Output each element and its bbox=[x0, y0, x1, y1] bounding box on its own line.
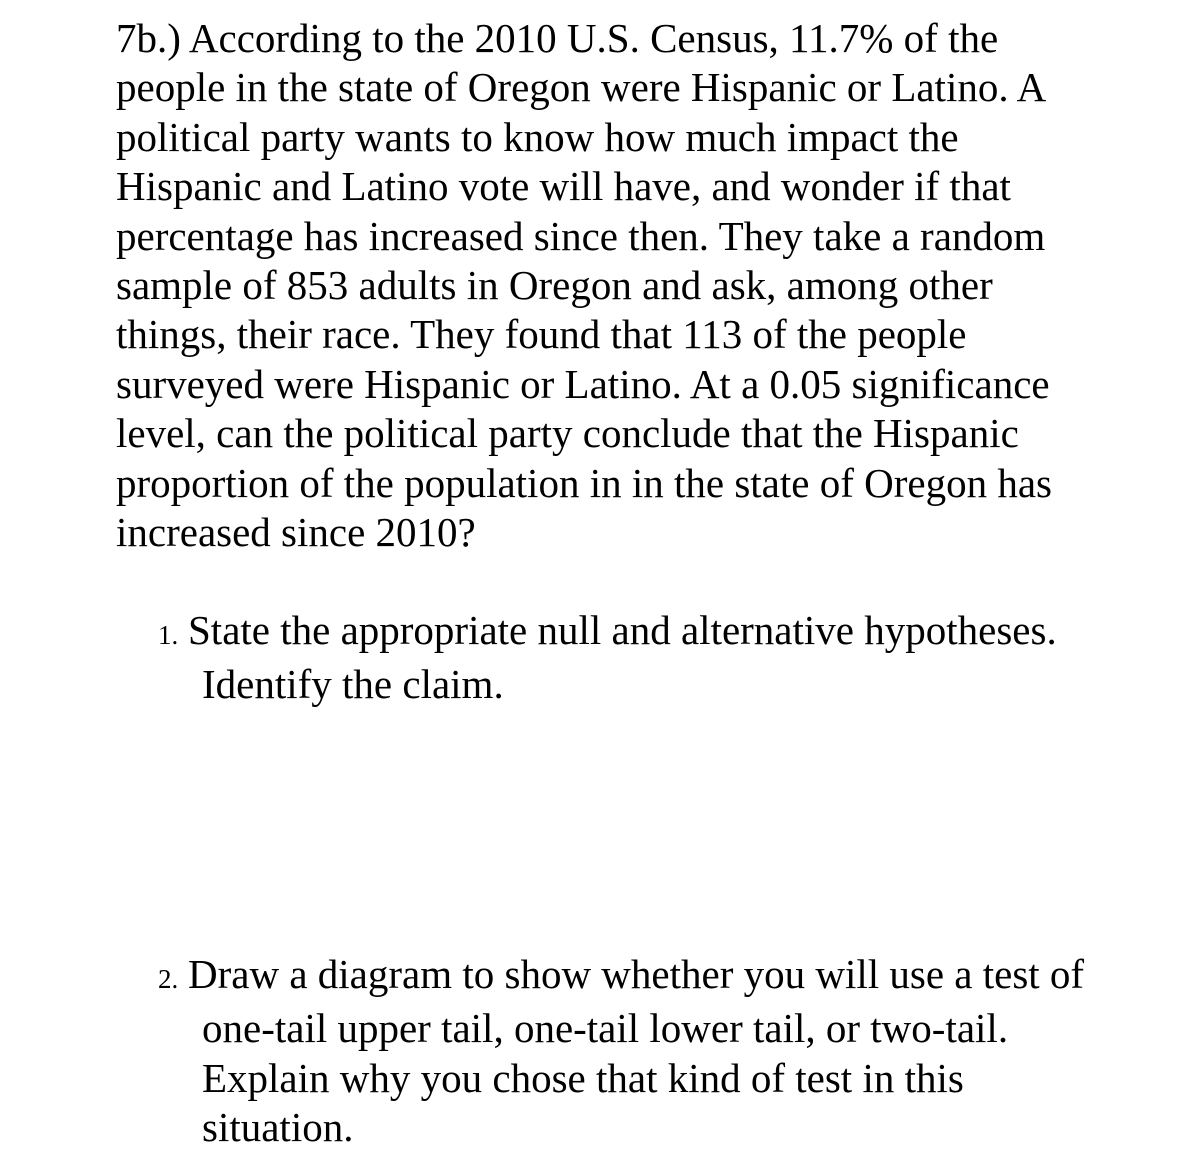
problem-line: 7b.) According to the 2010 U.S. Census, 11.7% of the bbox=[116, 15, 999, 61]
question-1-line-2: Identify the claim. bbox=[202, 661, 504, 708]
problem-line: people in the state of Oregon were Hispanic or Latino. A bbox=[116, 64, 1047, 111]
problem-line: sample of 853 adults in Oregon and ask, among other bbox=[116, 262, 993, 309]
question-1-number: 1. bbox=[158, 620, 179, 650]
question-2-number: 2. bbox=[158, 964, 179, 994]
question-1-line-1 bbox=[158, 606, 1168, 660]
problem-line: level, can the political party conclude that the Hispanic bbox=[116, 410, 1019, 457]
problem-line: political party wants to know how much impact the bbox=[116, 113, 959, 160]
question-2-line-1 bbox=[158, 950, 1168, 1004]
question-1-text: State the appropriate null and alternative hypotheses. bbox=[188, 607, 1057, 653]
question-2-line-3: Explain why you chose that kind of test in this bbox=[202, 1054, 964, 1101]
question-1 bbox=[158, 606, 1168, 710]
problem-line: percentage has increased since then. They take a random bbox=[116, 212, 1046, 259]
question-2-line-2: one-tail upper tail, one-tail lower tail, or two-tail. bbox=[202, 1005, 1009, 1052]
question-2-text: Draw a diagram to show whether you will use a test of bbox=[188, 951, 1085, 997]
question-2 bbox=[158, 950, 1168, 1153]
problem-line: proportion of the population in in the state of Oregon has bbox=[116, 459, 1052, 506]
problem-line: increased since 2010? bbox=[116, 509, 476, 556]
problem-line: surveyed were Hispanic or Latino. At a 0.05 significance bbox=[116, 360, 1050, 407]
problem-line: Hispanic and Latino vote will have, and wonder if that bbox=[116, 163, 1011, 210]
problem-statement bbox=[116, 14, 1116, 557]
question-2-line-4: situation. bbox=[202, 1104, 354, 1151]
answer-space-1 bbox=[158, 710, 1118, 940]
problem-line: things, their race. They found that 113 of the people bbox=[116, 311, 967, 358]
